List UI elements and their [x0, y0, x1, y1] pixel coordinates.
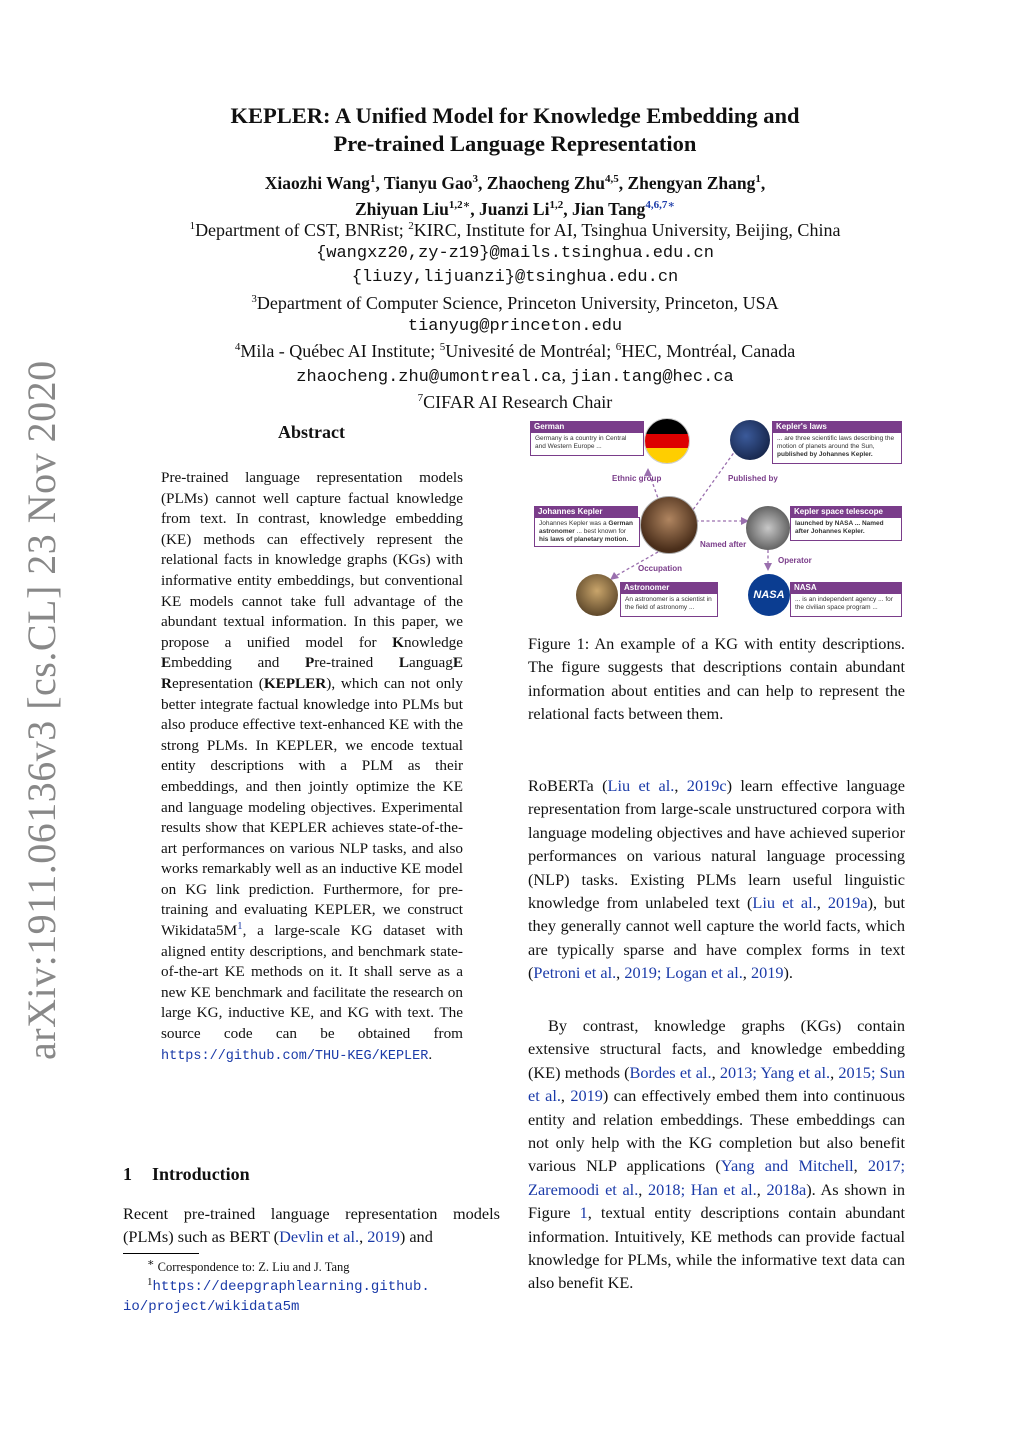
astronomer-box-desc: An astronomer is a scientist in the field of astronomy ... [620, 593, 718, 617]
relation-published-by: Published by [728, 474, 778, 483]
email-line[interactable]: {liuzy,lijuanzi}@tsinghua.edu.cn [351, 268, 679, 288]
citation-link[interactable]: 2019 [570, 1086, 603, 1106]
body-paragraph: By contrast, knowledge graphs (KGs) contain extensive structural facts, and knowledge embedding (KE) methods (Bordes et al., 2013; Yang et al., 2015; Sun et al., 2019) can effectively embed them into continuous entity and relation embeddings. These embeddings can not only help with the KG completion but also benefit various NLP applications (Yang and Mitchell, 2017; Zaremoodi et al., 2018; Han et al., 2018a). As shown in Figure 1, textual entity descriptions contain abundant information. Intuitively, KE methods can provide factual knowledge for PLMs, while the informative text data can also benefit KE. [528, 1016, 906, 1293]
author-affil-mark: 1 [369, 173, 376, 186]
author-affil-mark: 1 [755, 173, 761, 186]
figure-1-caption: Figure 1: An example of a KG with entity descriptions. The figure suggests that descriptions contain abundant information about entities and can help to represent the relational facts between them. [528, 634, 905, 724]
german-box-title: German [530, 421, 644, 432]
figure-1-kg-example [530, 418, 910, 618]
relation-occupation: Occupation [638, 564, 683, 573]
kepler-box-title: Johannes Kepler [534, 506, 638, 517]
astronomer-box-title: Astronomer [620, 582, 718, 593]
nasa-box-title: NASA [790, 582, 902, 593]
nasa-logo: NASA [748, 574, 790, 616]
citation-link[interactable]: 2019c [686, 776, 727, 795]
wikidata5m-url-link-cont[interactable]: io/project/wikidata5m [123, 1299, 300, 1315]
affiliations [100, 218, 930, 415]
author: Zhaocheng Zhu [486, 173, 605, 193]
citation-link[interactable]: Logan et al. [665, 963, 743, 983]
citation-link[interactable]: Han et al. [690, 1179, 757, 1199]
citation-link[interactable]: Yang and Mitchell [720, 1156, 854, 1176]
abstract-body: Pre-trained language representation models (PLMs) cannot well capture factual knowledge from text. In contrast, knowledge embedding (KE) methods can effectively represent the relational facts in knowledge graphs (KGs) with informative entity embeddings, but conventional KE models cannot take full advantage of the abundant textual information. In this paper, we propose a unified model for Knowledge Embedding and Pre-trained LanguagE Representation (KEPLER), which can not only better integrate factual knowledge into PLMs but also produce effective text-enhanced KE with the strong PLMs. In KEPLER, we encode textual entity descriptions with a PLM as their embeddings, and then jointly optimize the KE and language modeling objectives. Experimental results show that KEPLER achieves state-of-the-art performances on various NLP tasks, and also works remarkably well as an inductive KE model on KG link prediction. Furthermore, for pre-training and evaluating KEPLER, we construct $Wikidata5M^1$, a large-scale KG dataset with aligned entity descriptions, and benchmark state-of-the-art KE methods on it. It shall serve as a new KE benchmark and facilitate the research on large KG, inductive KE, and KG with text. The source code can be obtained from https://github.com/THU-KEG/KEPLER. [161, 469, 463, 1064]
kepler-box-desc: Johannes Kepler was a German astronomer ... best known for his laws of planetary motion. [534, 517, 640, 547]
citation-link[interactable]: Bordes et al. [629, 1062, 712, 1082]
author-affil-mark: 4,5 [604, 173, 619, 186]
author: Tianyu Gao [383, 173, 473, 193]
citation-link[interactable]: 2019a [827, 893, 868, 913]
intro-paragraph: Recent pre-trained language representation models (PLMs) such as BERT (Devlin et al., 2019) and [123, 1204, 500, 1247]
footnote-1-cont [123, 1297, 500, 1317]
author: Jian Tang [571, 199, 646, 219]
title-line-1: KEPLER: A Unified Model for Knowledge Embedding and [230, 103, 800, 128]
author-affil-mark: 1,2 [549, 199, 564, 212]
telescope-box-desc: launched by NASA ... Named after Johannes Kepler. [790, 517, 902, 541]
figure-ref-link[interactable]: 1 [579, 1203, 588, 1223]
citation-link[interactable]: 2018 [648, 1179, 681, 1199]
laws-box-desc: ... are three scientific laws describing the motion of planets around the Sun, published by Johannes Kepler. [772, 432, 902, 464]
body-paragraph: RoBERTa (Liu et al., 2019c) learn effective language representation from large-scale unstructured corpora with language modeling objectives and have achieved superior performances on various natural language processing (NLP) tasks. Existing PLMs learn useful linguistic knowledge from unlabeled text (Liu et al., 2019a), but they generally cannot well capture the world facts, which are typically sparse and have complex forms in text (Petroni et al., 2019; Logan et al., 2019). [528, 776, 905, 983]
telescope-box-title: Kepler space telescope [790, 506, 902, 517]
affiliation-line: $^4$Mila - Québec AI Institute; $^5$Univesité de Montréal; $^6$HEC, Montréal, Canada [234, 341, 796, 362]
email-line: zhaocheng.zhu@umontreal.ca, jian.tang@hec.ca [296, 365, 734, 388]
wikidata5m-url-link[interactable]: https://deepgraphlearning.github. [152, 1279, 430, 1295]
german-box-desc: Germany is a country in Central and Western Europe ... [530, 432, 644, 456]
telescope-icon [746, 506, 790, 550]
footnote-correspondence: ∗ Correspondence to: Z. Liu and J. Tang [147, 1256, 350, 1274]
affiliation-line: $^1$Department of CST, BNRist; $^2$KIRC, Institute for AI, Tsinghua University, Beijing, China [189, 220, 841, 240]
relation-named-after: Named after [700, 540, 747, 549]
citation-link[interactable]: Petroni et al. [533, 963, 617, 983]
citation-link[interactable]: Liu et al. [607, 776, 675, 795]
citation-link[interactable]: 2019 [367, 1227, 400, 1247]
email-line[interactable]: tianyug@princeton.edu [407, 316, 623, 336]
citation-link[interactable]: 2013 [719, 1062, 753, 1082]
author-list: Xiaozhi Wang$^1$, Tianyu Gao$^3$, Zhaocheng Zhu$^{4,5}$, Zhengyan Zhang$^1$, Zhiyuan Liu$^{1,2∗}$, Juanzi Li$^{1,2}$, Jian Tang$^{4,6,7∗}$ [264, 173, 766, 219]
footnote-ref[interactable]: 1 [237, 920, 243, 932]
author-affil-mark: 1,2∗ [448, 199, 471, 212]
author: Zhiyuan Liu [354, 199, 449, 219]
citation-link[interactable]: Zaremoodi et al. [528, 1179, 639, 1199]
astronomer-icon [576, 574, 618, 616]
relation-operator: Operator [778, 556, 812, 565]
citation-link[interactable]: 2019 [624, 963, 657, 983]
author-affil-mark: 4,6,7∗ [645, 199, 676, 212]
solar-system-icon [730, 420, 770, 460]
author: Juanzi Li [478, 199, 550, 219]
author-affil-mark: 3 [472, 173, 479, 186]
code-url-link[interactable]: https://github.com/THU-KEG/KEPLER [161, 1048, 429, 1064]
paper-title [100, 102, 930, 158]
citation-link[interactable]: Liu et al. [752, 893, 817, 913]
author: Zhengyan Zhang [627, 173, 756, 193]
relation-ethnic-group: Ethnic group [612, 474, 662, 483]
footnotes [123, 1258, 500, 1317]
citation-link[interactable]: Sun et al. [528, 1062, 905, 1106]
section-heading-introduction: 1 Introduction [123, 1164, 250, 1184]
footnote-1: $^1$https://deepgraphlearning.github. [147, 1275, 430, 1295]
title-line-2: Pre-trained Language Representation [333, 131, 697, 156]
affiliation-line: $^3$Department of Computer Science, Princeton University, Princeton, USA [251, 292, 779, 313]
citation-link[interactable]: 2018a [766, 1179, 807, 1199]
citation-link[interactable]: 2017 [867, 1156, 901, 1176]
email-line[interactable]: {wangxz20,zy-z19}@mails.tsinghua.edu.cn [316, 244, 714, 264]
nasa-box-desc: ... is an independent agency ... for the civilian space program ... [790, 593, 902, 617]
citation-link[interactable]: Yang et al. [760, 1062, 831, 1082]
footnote-divider [123, 1253, 199, 1254]
author: Xiaozhi Wang [264, 173, 370, 193]
citation-link[interactable]: 2015 [838, 1062, 871, 1082]
abstract-heading: Abstract [278, 422, 345, 442]
citation-link[interactable]: Devlin et al. [279, 1227, 360, 1247]
germany-flag-icon [644, 418, 690, 464]
citation-link[interactable]: 2019 [750, 963, 784, 983]
kepler-portrait-icon [640, 496, 698, 554]
affiliation-line: $^7$CIFAR AI Research Chair [417, 392, 613, 413]
arxiv-identifier-stamp: arXiv:1911.06136v3 [cs.CL] 23 Nov 2020 [19, 360, 64, 1060]
laws-box-title: Kepler's laws [772, 421, 902, 432]
